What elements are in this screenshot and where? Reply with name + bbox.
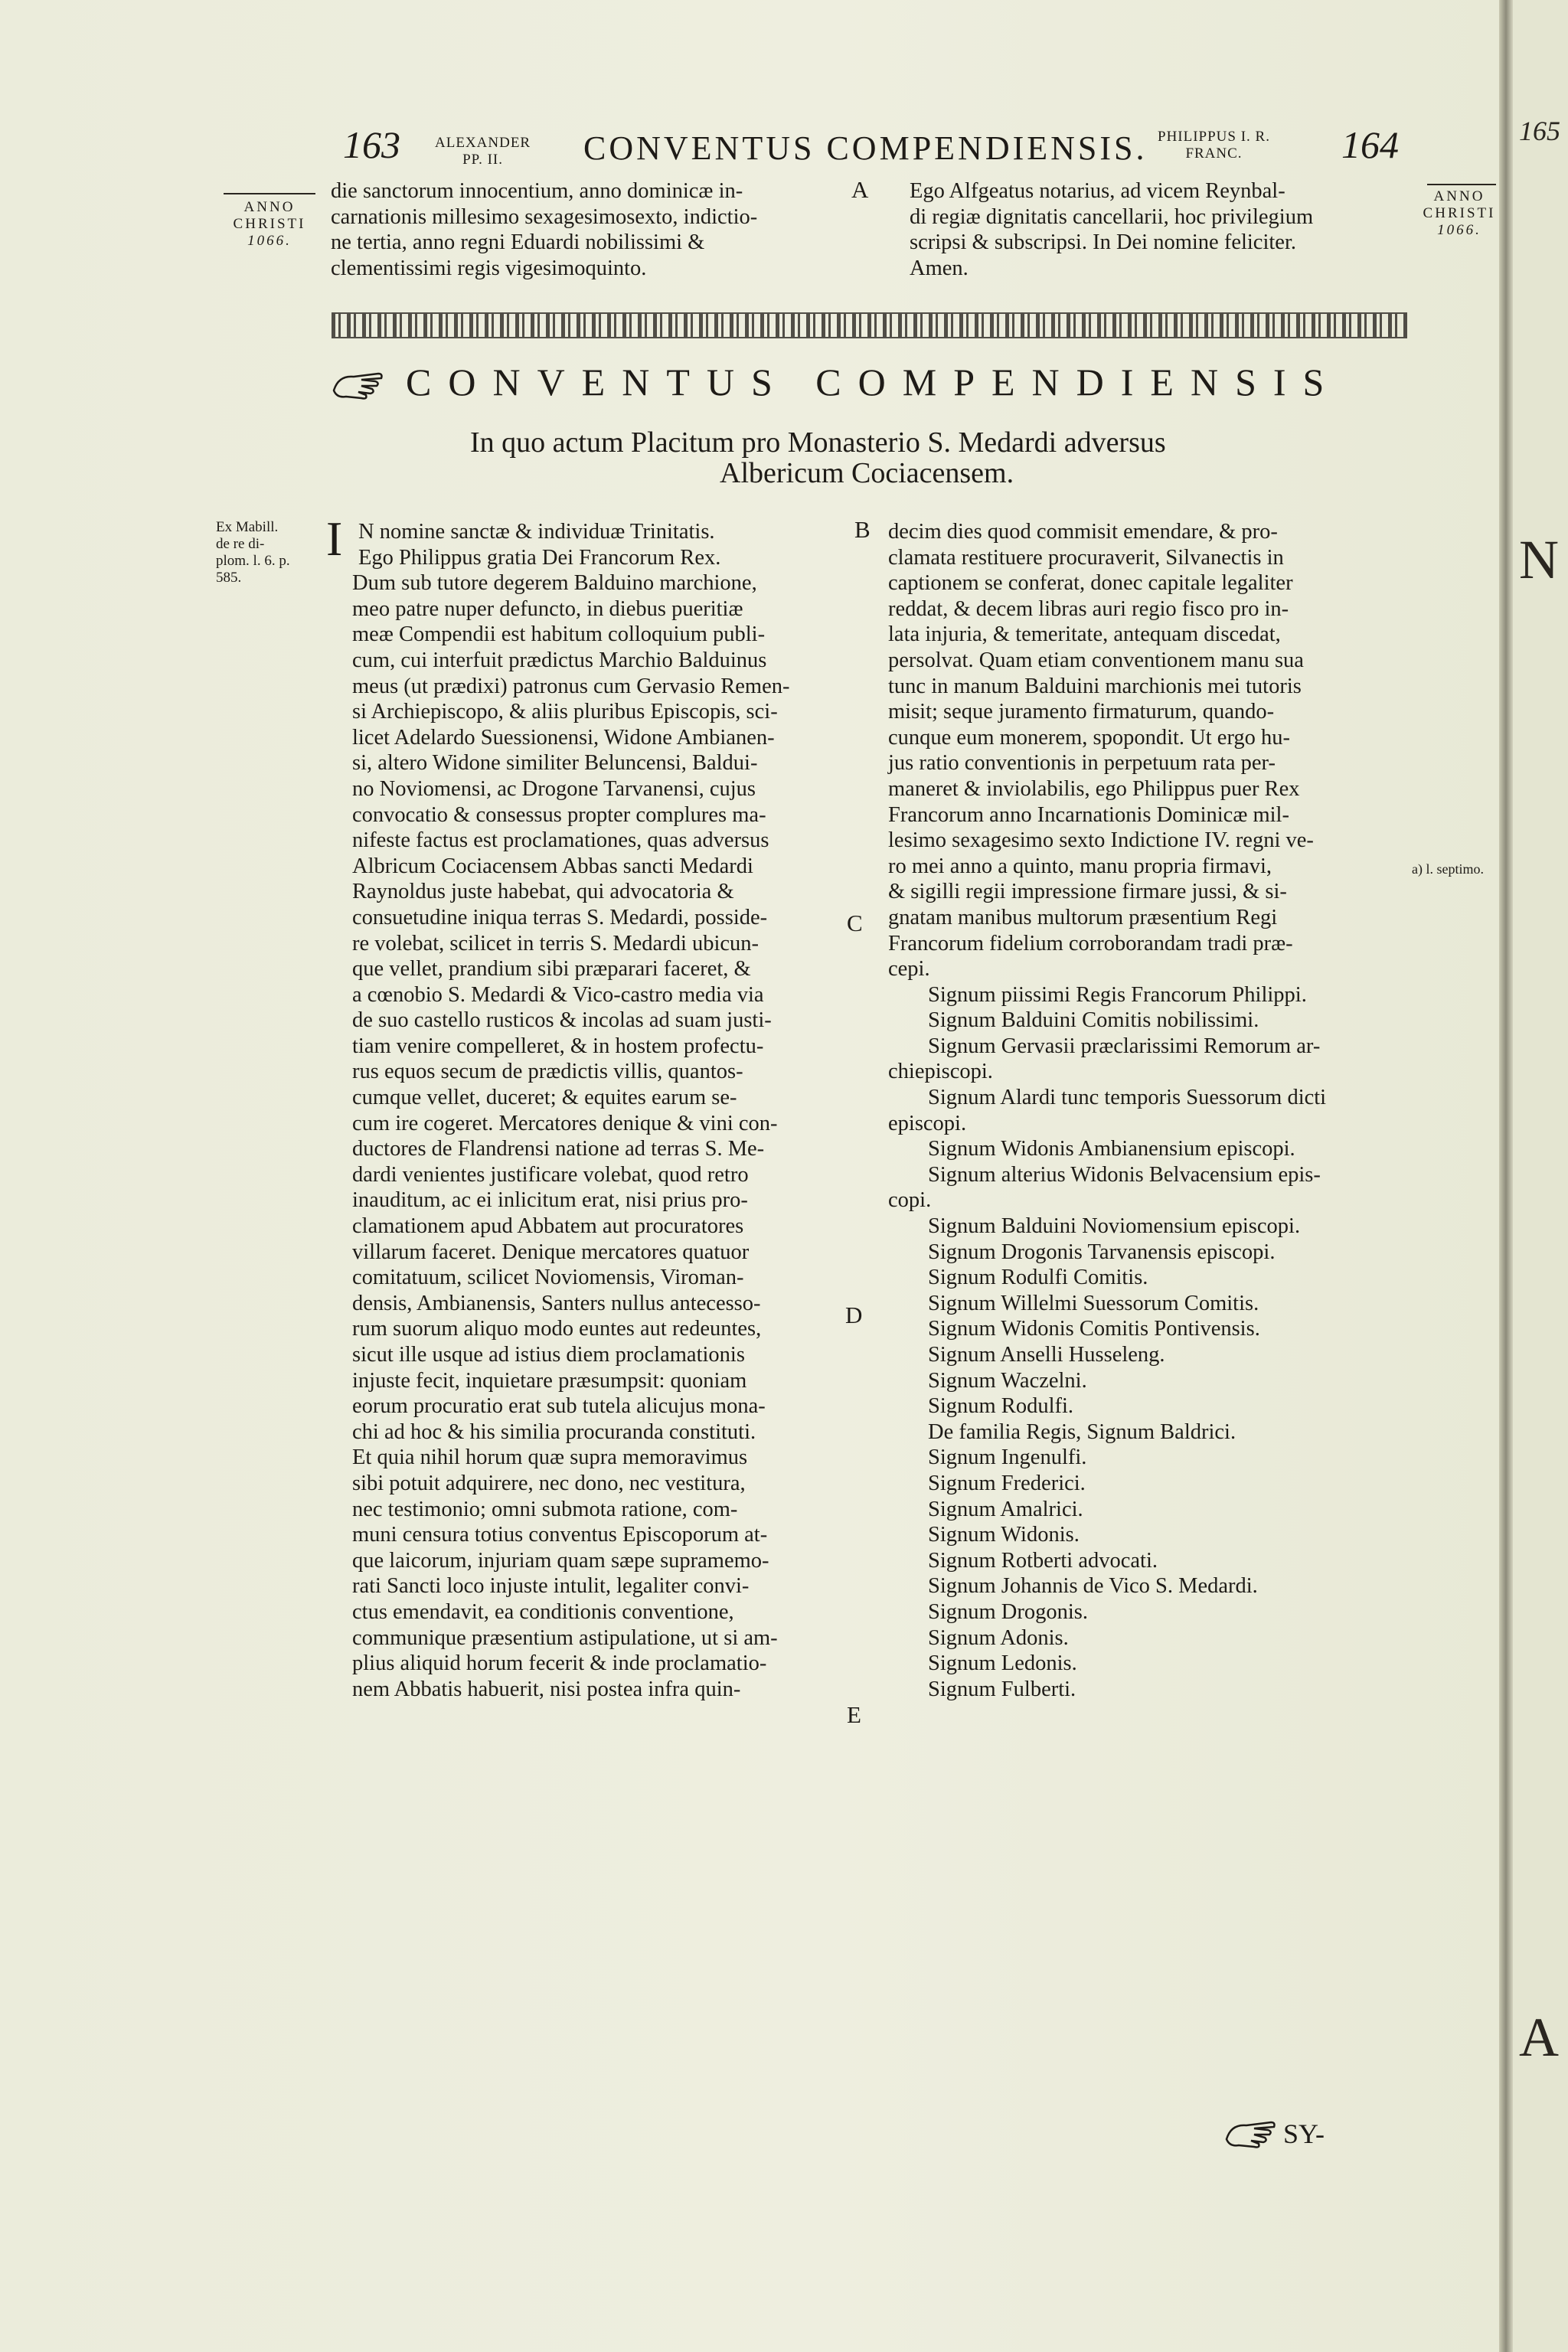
text-line: Albricum Cociacensem Abbas sancti Medardi [352, 854, 753, 878]
text-line: tunc in manum Balduini marchionis mei tutoris [888, 674, 1302, 698]
text-line: carnationis millesimo sexagesimosexto, indictio- [331, 204, 758, 229]
signature-line: Signum Johannis de Vico S. Medardi. [928, 1574, 1258, 1599]
text-line: muni censura totius conventus Episcoporum at- [352, 1523, 768, 1547]
year-note-christi: CHRISTI [233, 216, 306, 232]
text-line: que vellet, prandium sibi præparari faceret, & [352, 957, 751, 982]
top-left-text [331, 178, 757, 281]
text-line: tiam venire compelleret, & in hostem profectu- [352, 1034, 764, 1058]
text-line: Et quia nihil horum quæ supra memoravimus [352, 1446, 748, 1470]
pointing-hand-icon [331, 368, 386, 401]
year-note-christi: CHRISTI [1423, 205, 1496, 221]
text-line: captionem se conferat, donec capitale legaliter [888, 571, 1293, 596]
text-line: chi ad hoc & his similia procuranda constituti. [352, 1419, 756, 1444]
text-line: misit; seque juramento firmaturum, quando- [888, 700, 1275, 724]
text-line: rus equos secum de prædictis villis, quantos- [352, 1060, 743, 1084]
king-name: PHILIPPUS I. R. [1158, 129, 1270, 145]
text-line: scripsi & subscripsi. In Dei nomine feliciter. [910, 230, 1296, 255]
year-note-anno: ANNO [1433, 188, 1485, 204]
year-note-year: 1066. [247, 233, 292, 249]
ornamental-band [332, 312, 1407, 338]
text-line: cum ire cogeret. Mercatores denique & vini con- [352, 1111, 778, 1135]
top-right-text [910, 178, 1313, 281]
text-line: Dum sub tutore degerem Balduino marchione, [352, 571, 757, 596]
source-note-line: 585. [216, 570, 242, 586]
signature-line: Signum Anselli Husseleng. [928, 1343, 1165, 1367]
drop-capital: I [326, 511, 343, 566]
signature-line: Signum Alardi tunc temporis Suessorum dicti [928, 1086, 1327, 1110]
text-line: meus (ut prædixi) patronus cum Gervasio Remen- [352, 674, 790, 698]
text-line: lata injuria, & temeritate, antequam discedat, [888, 622, 1281, 647]
text-line: de suo castello rusticos & incolas ad suam justi- [352, 1008, 772, 1033]
right-year-rule [1427, 184, 1496, 185]
signature-line: copi. [888, 1188, 932, 1213]
text-line: inauditum, ac ei inlicitum erat, nisi prius pro- [352, 1188, 748, 1213]
source-note-line: Ex Mabill. [216, 519, 279, 535]
text-line: comitatuum, scilicet Noviomensis, Viroman- [352, 1266, 744, 1290]
column-marker-d: D [845, 1302, 863, 1328]
pope-name: ALEXANDER [435, 135, 531, 151]
next-page-initial: N [1519, 529, 1559, 590]
left-year-rule [224, 193, 315, 194]
text-line: meo patre nuper defuncto, in diebus pueritiæ [352, 596, 743, 621]
column-marker-e: E [847, 1701, 861, 1728]
signature-line: Signum Frederici. [928, 1471, 1086, 1495]
year-note-year: 1066. [1437, 222, 1481, 238]
text-line: di regiæ dignitatis cancellarii, hoc privilegium [910, 204, 1314, 229]
text-line: Amen. [910, 256, 969, 280]
text-line: clamationem apud Abbatem aut procuratores [352, 1214, 744, 1239]
right-page-number: 164 [1341, 123, 1399, 166]
text-line: nifeste factus est proclamationes, quas adversus [352, 828, 769, 853]
text-line: reddat, & decem libras auri regio fisco pro in- [888, 596, 1289, 621]
signature-line: Signum Willelmi Suessorum Comitis. [928, 1291, 1259, 1315]
text-line: lesimo sexagesimo sexto Indictione IV. regni ve- [888, 828, 1314, 853]
text-line: ctus emendavit, ea conditionis conventione, [352, 1599, 734, 1624]
text-line: cum, cui interfuit prædictus Marchio Balduinus [352, 648, 767, 672]
text-line: eorum procuratio erat sub tutela alicujus mona- [352, 1394, 766, 1419]
column-marker-c: C [847, 910, 863, 936]
text-line: dardi venientes justificare volebat, quod retro [352, 1162, 749, 1187]
text-line: clamata restituere procuraverit, Silvanectis in [888, 545, 1284, 570]
source-note-line: plom. l. 6. p. [216, 553, 290, 569]
year-note-anno: ANNO [243, 199, 296, 215]
text-line: sibi potuit adquirere, nec dono, nec vestitura, [352, 1471, 746, 1495]
text-line: re volebat, scilicet in terris S. Medardi ubicun- [352, 931, 760, 956]
text-line: nem Abbatis habuerit, nisi postea infra quin- [352, 1677, 741, 1701]
text-line: convocatio & consessus propter complures ma- [352, 802, 766, 827]
text-line: persolvat. Quam etiam conventionem manu sua [888, 648, 1304, 672]
text-line: clementissimi regis vigesimoquinto. [331, 256, 647, 280]
pope-number: PP. II. [462, 152, 504, 168]
text-line: sicut ille usque ad istius diem proclamationis [352, 1343, 745, 1367]
signature-line: Signum alterius Widonis Belvacensium epis- [928, 1162, 1321, 1187]
signature-line: Signum Widonis Comitis Pontivensis. [928, 1317, 1260, 1341]
signature-line: Signum Drogonis. [928, 1599, 1089, 1624]
text-line: consuetudine iniqua terras S. Medardi, posside- [352, 905, 768, 929]
text-line: Francorum fidelium corroborandam tradi præ- [888, 931, 1293, 956]
text-line: cepi. [888, 957, 930, 982]
signature-line: chiepiscopi. [888, 1060, 993, 1084]
text-line: ductores de Flandrensi natione ad terras S. Me- [352, 1137, 765, 1161]
text-line: & sigilli regii impressione firmare jussi, & si- [888, 880, 1287, 904]
signature-line: Signum Balduini Noviomensium episcopi. [928, 1214, 1301, 1239]
running-title: CONVENTUS COMPENDIENSIS. [583, 129, 1148, 167]
text-line: densis, Ambianensis, Santers nullus antecesso- [352, 1291, 761, 1315]
text-line: Ego Philippus gratia Dei Francorum Rex. [358, 545, 721, 570]
text-line: si, altero Widone similiter Beluncensi, Baldui- [352, 751, 758, 776]
next-page-edge [1513, 0, 1568, 2352]
text-line: cumque vellet, duceret; & equites earum se- [352, 1086, 737, 1110]
text-line: communique præsentium astipulatione, ut si am- [352, 1625, 778, 1650]
signature-line: Signum Fulberti. [928, 1677, 1076, 1701]
text-line: ne tertia, anno regni Eduardi nobilissimi & [331, 230, 705, 255]
signature-line: Signum Ledonis. [928, 1651, 1077, 1676]
left-pope-heading [435, 135, 531, 168]
signature-line: Signum piissimi Regis Francorum Philippi. [928, 982, 1307, 1007]
left-column-text [352, 519, 789, 1702]
signature-line: Signum Amalrici. [928, 1497, 1083, 1521]
signature-line: Signum Rodulfi. [928, 1394, 1074, 1419]
text-line: Raynoldus juste habebat, qui advocatoria & [352, 880, 734, 904]
signature-line: Signum Widonis. [928, 1523, 1080, 1547]
right-column-text [888, 519, 1326, 1702]
text-line: maneret & inviolabilis, ego Philippus puer Rex [888, 776, 1300, 801]
right-year-note [1413, 188, 1505, 239]
left-page-number: 163 [343, 123, 400, 166]
left-year-note [216, 199, 323, 250]
book-gutter [1499, 0, 1513, 2352]
text-line: a cœnobio S. Medardi & Vico-castro media via [352, 982, 764, 1007]
signature-line: Signum Waczelni. [928, 1368, 1087, 1393]
signature-line: Signum Rodulfi Comitis. [928, 1266, 1148, 1290]
text-line: villarum faceret. Denique mercatores quatuor [352, 1240, 750, 1264]
signature-line: Signum Adonis. [928, 1625, 1069, 1650]
text-line: rati Sancti loco injuste intulit, legaliter convi- [352, 1574, 750, 1599]
signature-line: Signum Balduini Comitis nobilissimi. [928, 1008, 1259, 1033]
right-king-heading [1158, 129, 1270, 162]
signature-line: Signum Ingenulfi. [928, 1446, 1087, 1470]
column-marker-a: A [851, 176, 869, 203]
signature-line: Signum Widonis Ambianensium episcopi. [928, 1137, 1295, 1161]
text-line: licet Adelardo Suessionensi, Widone Ambianen- [352, 725, 775, 750]
signature-line: De familia Regis, Signum Baldrici. [928, 1419, 1236, 1444]
document-subtitle-line2: Albericum Cociacensem. [720, 457, 1014, 489]
text-line: rum suorum aliquo modo euntes aut redeuntes, [352, 1317, 762, 1341]
signature-line: episcopi. [888, 1111, 967, 1135]
document-subtitle-line1: In quo actum Placitum pro Monasterio S. Medardi adversus [470, 426, 1166, 459]
signature-line: Signum Gervasii præclarissimi Remorum ar- [928, 1034, 1321, 1058]
source-note [216, 519, 290, 586]
text-line: meæ Compendii est habitum colloquium publi- [352, 622, 766, 647]
text-line: cunque eum monerem, spopondit. Ut ergo hu- [888, 725, 1291, 750]
signature-line: Signum Rotberti advocati. [928, 1548, 1158, 1573]
text-line: die sanctorum innocentium, anno dominicæ in- [331, 179, 743, 203]
text-line: jus ratio conventionis in perpetuum rata per- [888, 751, 1276, 776]
document-title: CONVENTUS COMPENDIENSIS [406, 361, 1341, 403]
column-marker-b: B [854, 516, 871, 543]
text-line: gnatam manibus multorum præsentium Regi [888, 905, 1278, 929]
signature-line: Signum Drogonis Tarvanensis episcopi. [928, 1240, 1276, 1264]
text-line: N nomine sanctæ & individuæ Trinitatis. [358, 520, 715, 544]
text-line: Ego Alfgeatus notarius, ad vicem Reynbal- [910, 179, 1285, 203]
text-line: injuste fecit, inquietare præsumpsit: quoniam [352, 1368, 747, 1393]
catchword: SY- [1283, 2118, 1325, 2149]
pointing-hand-icon [1223, 2116, 1279, 2150]
side-note: a) l. septimo. [1412, 861, 1484, 877]
text-line: ro mei anno a quinto, manu propria firmavi, [888, 854, 1272, 878]
next-page-number: 165 [1519, 116, 1560, 146]
text-line: si Archiepiscopo, & aliis pluribus Episcopis, sci- [352, 700, 778, 724]
text-line: Francorum anno Incarnationis Dominicæ mil- [888, 802, 1289, 827]
text-line: no Noviomensi, ac Drogone Tarvanensi, cujus [352, 776, 756, 801]
source-note-line: de re di- [216, 536, 265, 552]
king-realm: FRANC. [1185, 145, 1243, 162]
next-page-initial-2: A [1519, 2007, 1559, 2068]
text-line: plius aliquid horum fecerit & inde proclamatio- [352, 1651, 767, 1676]
text-line: decim dies quod commisit emendare, & pro- [888, 520, 1278, 544]
text-line: nec testimonio; omni submota ratione, com- [352, 1497, 738, 1521]
text-line: que laicorum, injuriam quam sæpe supramemo- [352, 1548, 769, 1573]
